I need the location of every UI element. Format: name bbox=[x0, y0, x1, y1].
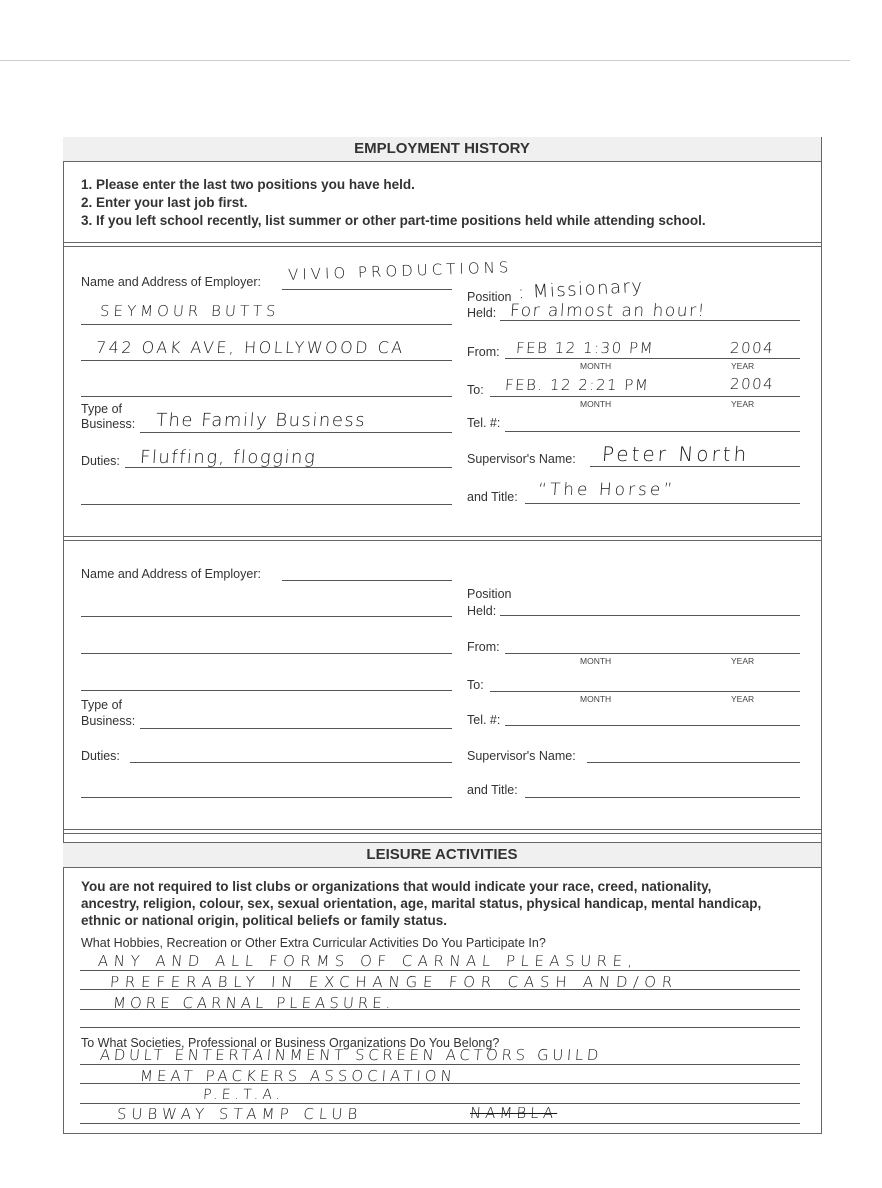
section-divider bbox=[63, 536, 821, 541]
title-label: and Title: bbox=[467, 783, 518, 797]
societies-answer-1[interactable]: ADULT ENTERTAINMENT SCREEN ACTORS GUILD bbox=[99, 1046, 603, 1064]
duties-label: Duties: bbox=[81, 454, 120, 468]
to-label: To: bbox=[467, 383, 484, 397]
from-field[interactable] bbox=[505, 653, 800, 654]
answer-line bbox=[80, 1027, 800, 1028]
to-label: To: bbox=[467, 678, 484, 692]
address-field-1[interactable]: SEYMOUR BUTTS bbox=[99, 302, 281, 320]
section-divider bbox=[63, 829, 821, 834]
scan-artifact-line bbox=[0, 60, 850, 61]
duties-field[interactable]: Fluffing, flogging bbox=[139, 447, 317, 468]
notice-line: ethnic or national origin, political beliefs or family status. bbox=[81, 913, 448, 928]
notice-line: You are not required to list clubs or organizations that would indicate your race, creed, nationality, bbox=[81, 879, 712, 894]
duties-line-2 bbox=[81, 504, 452, 505]
type-of-label: Type of bbox=[81, 402, 122, 416]
employer-name-field[interactable]: VIVIO PRODUCTIONS bbox=[287, 258, 513, 284]
employer-label: Name and Address of Employer: bbox=[81, 275, 261, 289]
from-label: From: bbox=[467, 640, 500, 654]
month-label: MONTH bbox=[580, 656, 612, 666]
employer-line bbox=[282, 289, 452, 290]
instruction-2: 2. Enter your last job first. bbox=[81, 195, 248, 210]
held-label: Held: bbox=[467, 604, 497, 618]
address-field-2[interactable] bbox=[81, 653, 452, 654]
employer-field[interactable] bbox=[282, 580, 452, 581]
held-field[interactable]: For almost an hour! bbox=[509, 301, 707, 321]
supervisor-line bbox=[590, 466, 800, 467]
type-of-label: Type of bbox=[81, 698, 122, 712]
to-month-field[interactable]: FEB. 12 2:21 PM bbox=[504, 376, 650, 394]
hobbies-answer-2[interactable]: PREFERABLY IN EXCHANGE FOR CASH AND/OR bbox=[109, 973, 679, 991]
position-label: Position bbox=[467, 290, 512, 304]
societies-question: To What Societies, Professional or Business Organizations Do You Belong? bbox=[81, 1036, 500, 1050]
year-label: YEAR bbox=[731, 361, 755, 371]
address-line-3 bbox=[81, 396, 452, 397]
business-line bbox=[140, 432, 452, 433]
business-type-field[interactable] bbox=[140, 728, 452, 729]
supervisor-title-field[interactable] bbox=[525, 797, 800, 798]
year-label: YEAR bbox=[731, 694, 755, 704]
answer-line bbox=[80, 1064, 800, 1065]
address-line-2 bbox=[81, 360, 452, 361]
answer-line bbox=[80, 1103, 800, 1104]
tel-label: Tel. #: bbox=[467, 713, 501, 727]
business-label: Business: bbox=[81, 714, 136, 728]
year-label: YEAR bbox=[731, 399, 755, 409]
societies-answer-3[interactable]: P.E.T.A. bbox=[202, 1087, 285, 1103]
tel-field[interactable] bbox=[505, 431, 800, 432]
month-label: MONTH bbox=[580, 399, 612, 409]
supervisor-name-field[interactable] bbox=[587, 762, 800, 763]
address-line-1 bbox=[81, 324, 452, 325]
duties-field[interactable] bbox=[130, 762, 452, 763]
to-field[interactable] bbox=[490, 691, 800, 692]
held-label: Held: bbox=[467, 306, 497, 320]
month-label: MONTH bbox=[580, 361, 612, 371]
notice-line: ancestry, religion, colour, sex, sexual orientation, age, marital status, physical handicap, mental handicap, bbox=[81, 896, 762, 911]
supervisor-name-field[interactable]: Peter North bbox=[601, 442, 751, 466]
business-type-field[interactable]: The Family Business bbox=[155, 410, 367, 431]
hobbies-question: What Hobbies, Recreation or Other Extra Curricular Activities Do You Participate In? bbox=[81, 936, 546, 950]
answer-line bbox=[80, 970, 800, 971]
answer-line bbox=[80, 1123, 800, 1124]
title-label: and Title: bbox=[467, 490, 518, 504]
duties-field-2[interactable] bbox=[81, 797, 452, 798]
from-label: From: bbox=[467, 345, 500, 359]
from-month-field[interactable]: FEB 12 1:30 PM bbox=[515, 339, 655, 357]
month-label: MONTH bbox=[580, 694, 612, 704]
section-divider bbox=[63, 242, 821, 247]
from-year-field[interactable]: 2004 bbox=[729, 339, 775, 357]
address-field-3[interactable] bbox=[81, 690, 452, 691]
leisure-activities-heading: LEISURE ACTIVITIES bbox=[63, 842, 821, 868]
from-line bbox=[505, 358, 800, 359]
to-line bbox=[490, 396, 800, 397]
position-label: Position bbox=[467, 587, 512, 601]
hobbies-answer-1[interactable]: ANY AND ALL FORMS OF CARNAL PLEASURE, bbox=[97, 952, 639, 970]
societies-answer-4[interactable]: SUBWAY STAMP CLUB bbox=[116, 1105, 363, 1123]
instruction-3: 3. If you left school recently, list summer or other part-time positions held while attending school. bbox=[81, 213, 706, 228]
supervisor-label: Supervisor's Name: bbox=[467, 749, 576, 763]
address-field-1[interactable] bbox=[81, 616, 452, 617]
business-label: Business: bbox=[81, 417, 136, 431]
employment-history-heading: EMPLOYMENT HISTORY bbox=[63, 137, 821, 162]
tel-field[interactable] bbox=[505, 725, 800, 726]
hobbies-answer-3[interactable]: MORE CARNAL PLEASURE. bbox=[112, 994, 396, 1012]
instruction-1: 1. Please enter the last two positions you have held. bbox=[81, 177, 415, 192]
position-field[interactable]: : Missionary bbox=[517, 275, 645, 304]
supervisor-label: Supervisor's Name: bbox=[467, 452, 576, 466]
held-field[interactable] bbox=[500, 615, 800, 616]
supervisor-title-field[interactable]: “The Horse” bbox=[537, 480, 676, 500]
duties-label: Duties: bbox=[81, 749, 120, 763]
title-line bbox=[525, 503, 800, 504]
address-field-2[interactable]: 742 OAK AVE, HOLLYWOOD CA bbox=[95, 338, 406, 357]
tel-label: Tel. #: bbox=[467, 416, 501, 430]
year-label: YEAR bbox=[731, 656, 755, 666]
to-year-field[interactable]: 2004 bbox=[729, 375, 775, 393]
struck-out-answer[interactable]: NAMBLA bbox=[469, 1104, 558, 1122]
societies-answer-2[interactable]: MEAT PACKERS ASSOCIATION bbox=[139, 1067, 457, 1085]
employer-label: Name and Address of Employer: bbox=[81, 567, 261, 581]
